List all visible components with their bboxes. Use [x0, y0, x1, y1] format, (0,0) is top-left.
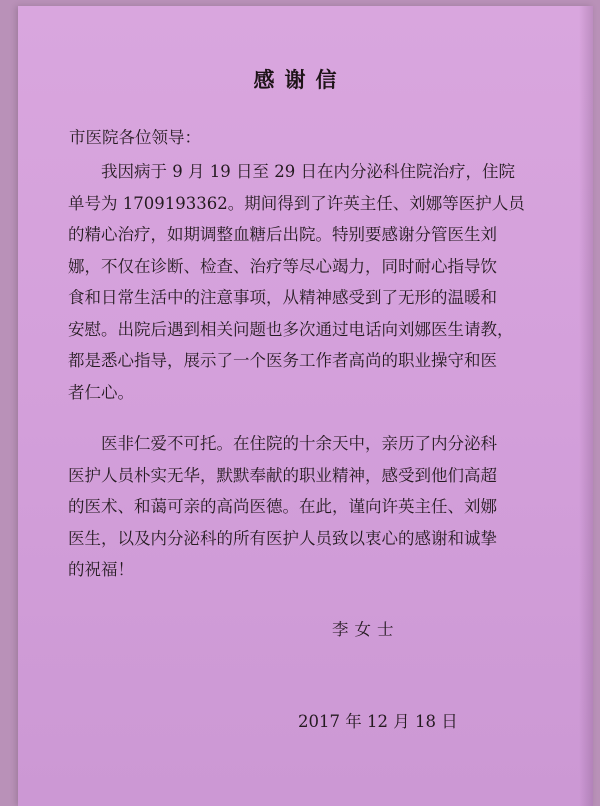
paragraph-2	[68, 428, 538, 586]
paragraph-1-line: 娜，不仅在诊断、检查、治疗等尽心竭力，同时耐心指导饮	[68, 256, 497, 276]
paragraph-2-line: 医护人员朴实无华，默默奉献的职业精神，感受到他们高超	[68, 465, 497, 485]
paper-edge-shadow	[579, 6, 593, 806]
paragraph-2-line: 的祝福！	[68, 560, 134, 579]
paragraph-2-line: 医生，以及内分泌科的所有医护人员致以衷心的感谢和诚挚	[68, 528, 497, 548]
paragraph-2-line: 医非仁爱不可托。在住院的十余天中，亲历了内分泌科	[68, 434, 497, 453]
paragraph-1-line: 都是悉心指导，展示了一个医务工作者高尚的职业操守和医	[68, 351, 497, 370]
paragraph-1-line: 食和日常生活中的注意事项，从精神感受到了无形的温暖和	[68, 288, 497, 307]
paragraph-1-line: 的精心治疗，如期调整血糖后出院。特别要感谢分管医生刘	[68, 225, 497, 244]
letter-title: 感谢信	[253, 67, 347, 92]
letter-greeting: 市医院各位领导：	[69, 128, 201, 147]
paragraph-1	[68, 156, 538, 408]
paragraph-1-line: 者仁心。	[68, 382, 134, 402]
signature: 李女士	[332, 620, 400, 639]
paragraph-1-line: 安慰。出院后遇到相关问题也多次通过电话向刘娜医生请教，	[68, 319, 514, 339]
letter-date: 2017 年 12 月 18 日	[298, 712, 458, 731]
paragraph-1-line: 单号为 1709193362。期间得到了许英主任、刘娜等医护人员	[68, 193, 525, 213]
paragraph-1-line: 我因病于 9 月 19 日至 29 日在内分泌科住院治疗，住院	[68, 162, 515, 181]
paragraph-2-line: 的医术、和蔼可亲的高尚医德。在此，谨向许英主任、刘娜	[68, 497, 497, 516]
